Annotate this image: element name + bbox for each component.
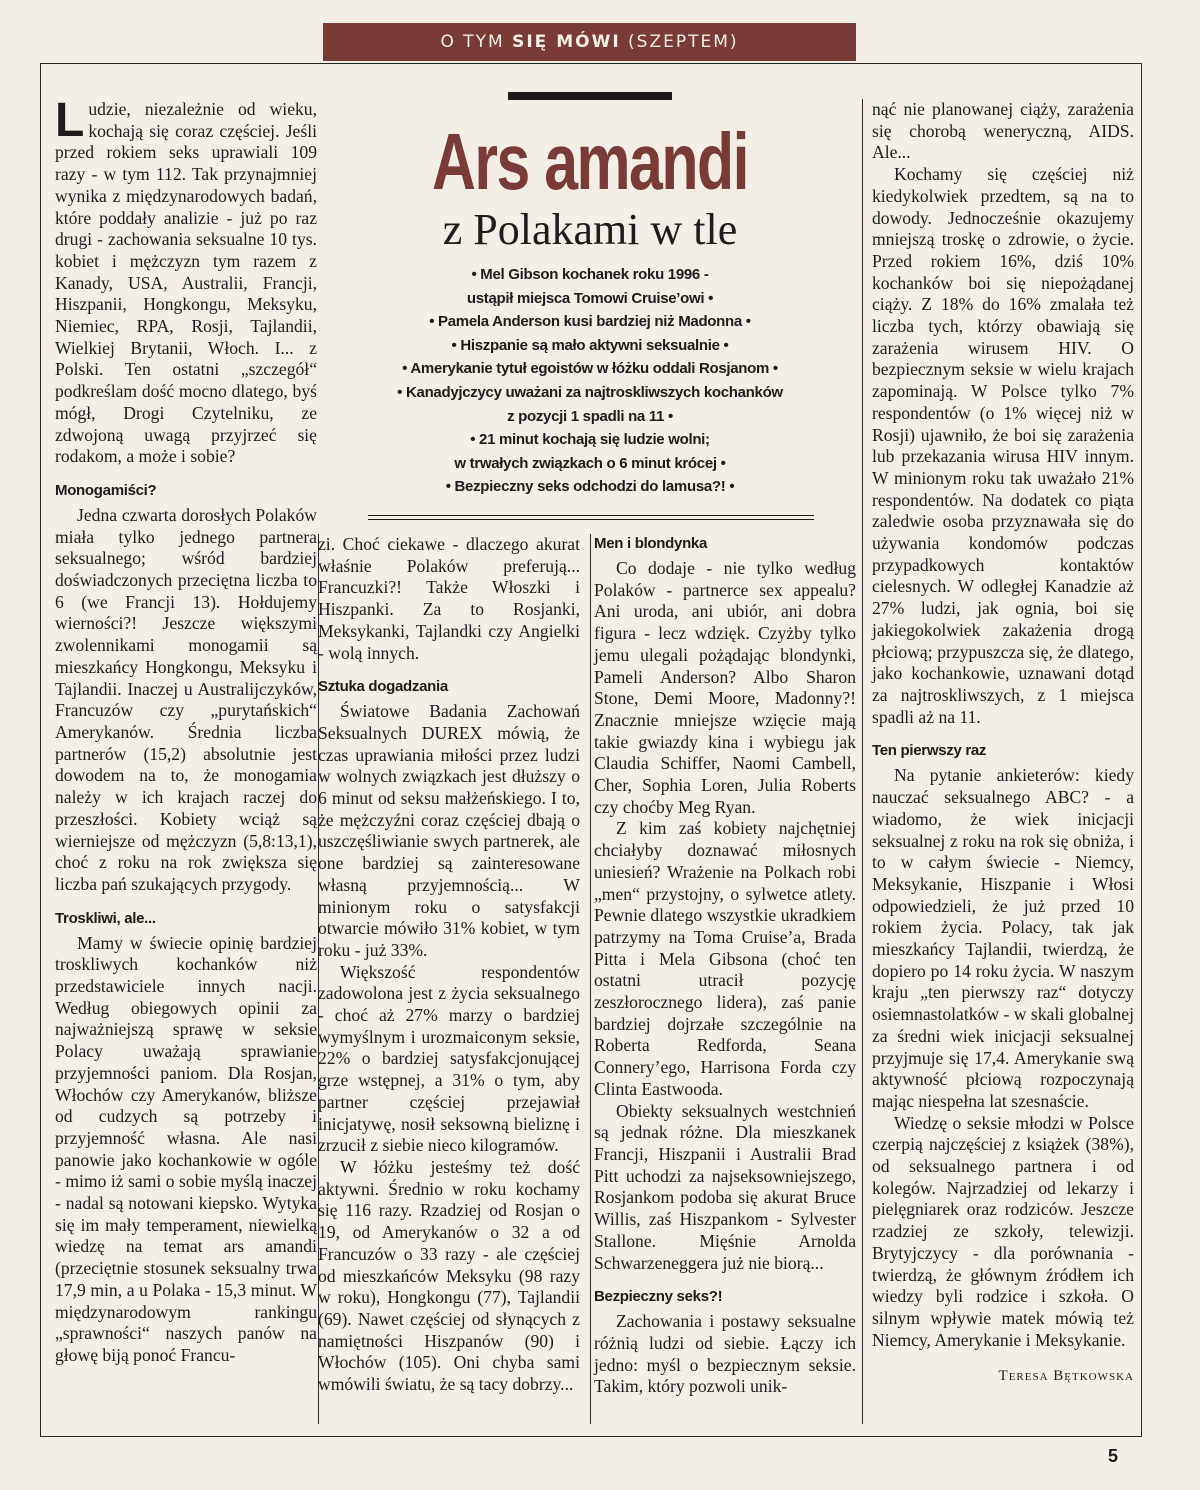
paragraph: Światowe Badania Zachowań Seksualnych DUREX mówią, że czas uprawiania miłości przez ludzi w wolnych związkach jest dłuższy o 6 minut od seksu małżeńskiego. I to, że mężczyźni coraz częściej dbają o uszczęśliwianie swych partnerek, ale one bardziej są zainteresowane własną przyjemnością... W minionym roku o satysfakcji otwarcie mówiło 31% kobiet, w tym roku - już 33%. (318, 701, 580, 960)
subheading-ten-pierwszy-raz: Ten pierwszy raz (872, 742, 987, 760)
title-rule (508, 92, 672, 100)
paragraph: zi. Choć ciekawe - dlaczego akurat właśnie Polaków preferują... Francuzki?! Także Włoszki i Hiszpanki. Za to Rosjanki, Meksykanki, Tajlandki czy Angielki - wolą innych. (318, 534, 580, 663)
lead-bullet-line: z pozycji 1 spadli na 11 • (507, 407, 673, 425)
paragraph: Co dodaje - nie tylko według Polaków - partnerce sex appealu? Ani uroda, ani ubiór, ani dobra figura - lecz wdzięk. Czyżby tylko jemu ulegali pożądając blondynki, Pameli Anderson? Albo Sharon Stone, Demi Moore, Madonny?! Znacznie mniejsze wzięcie mają takie gwiazdy kina i wybiegu jak Claudia Schiffer, Naomi Cambell, Cher, Sophia Loren, Julia Roberts czy choćby Meg Ryan. (594, 558, 856, 817)
column-divider (590, 534, 591, 1424)
lead-bullet-line: • Kanadyjczycy uważani za najtroskliwszych kochanków (397, 383, 783, 401)
section-header-pre: O TYM (440, 32, 505, 52)
page-number: 5 (1108, 1446, 1119, 1466)
lead-bullet-line: w trwałych związkach o 6 minut krócej • (454, 454, 726, 472)
article-subtitle: z Polakami w tle (442, 205, 738, 254)
intro-paragraph (55, 94, 317, 468)
paragraph: Większość respondentów zadowolona jest z życia seksualnego - choć aż 27% marzy o bardziej wymyślnym i urozmaiconym seksie, 22% o bardziej satysfakcjonującej grze wstępnej, a 31% o tym, aby partner częściej przejawiał inicjatywę, nosił seksowną bieliznę i zrzucił z siebie nieco kilogramów. (318, 961, 580, 1156)
paragraph: W łóżku jesteśmy też dość aktywni. Średnio w roku kochamy się 116 razy. Rzadziej od Rosjan o 19, od Amerykanów o 32 a od Francuzów o 33 razy - ale częściej od mieszkańców Meksyku (98 razy w roku), Hongkongu (77), Tajlandii (69). Nawet częściej od słynących z namiętności Hiszpanów (90) i Włochów (105). Oni chyba sami wmówili światu, że są tacy dobrzy... (318, 1156, 580, 1395)
section-header-bold: SIĘ MÓWI (512, 32, 621, 52)
paragraph: Kochamy się częściej niż kiedykolwiek przedtem, są na to dowody. Jednocześnie okazujemy mniejszą troskę o zdrowie, o życie. Przed rokiem 16%, dziś 10% kochanków boi się niepożądanej ciąży. Z 18% do 16% zmalała też liczba tych, którzy obawiają się zarażenia wirusem HIV. O bezpiecznym seksie w wielu krajach zapominają. W Polsce tylko 7% respondentów (o 1% więcej niż w Rosji) ujawniło, że boi się zarażenia lub przekazania wirusa HIV innym. W minionym roku tak uważało 21% respondentów. Na dodatek co piąta zaledwie osoba przyznawała się do używania kondomów podczas przypadkowych kontaktów cielesnych. W odległej Kanadzie aż 27% ludzi, jak ognia, boi się jakiegokolwiek zakażenia drogą płciową; przypuszcza się, że dlatego, jako kochankowie, uznawani dotąd za najtroskliwszych, z 1 miejsca spadli aż na 11. (872, 164, 1134, 727)
paragraph: Zachowania i postawy seksualne różnią ludzi od siebie. Łączy ich jedno: myśl o bezpiecznym seksie. Takim, który pozwoli unik- (594, 1311, 856, 1397)
lead-bullet-line: • Bezpieczny seks odchodzi do lamusa?! • (445, 478, 735, 496)
lead-bullet-line: • Mel Gibson kochanek roku 1996 - (471, 266, 709, 283)
subheading-troskliwi: Troskliwi, ale... (55, 909, 156, 927)
lead-bullet-line: • Amerykanie tytuł egoistów w łóżku oddali Rosjanom • (402, 360, 778, 378)
section-header (323, 23, 856, 61)
column-1 (55, 94, 317, 1367)
lead-double-rule (368, 515, 814, 520)
paragraph: Obiekty seksualnych westchnień są jednak różne. Dla mieszkanek Francji, Hiszpanii i Australii Brad Pitt uchodzi za najseksowniejszego, Rosjankom podoba się akurat Bruce Willis, zaś Hiszpankom - Sylvester Stallone. Mięśnie Arnolda Schwarzeneggera już nie biorą... (594, 1100, 856, 1273)
intro-text: udzie, niezależnie od wieku, kochają się coraz częściej. Jeśli przed rokiem seks uprawiali 109 razy - w tym 112. Tak przynajmniej wynika z międzynarodowych badań, które poddały analizie - już po raz drugi - zachowania seksualne 10 tys. kobiet i mężczyzn tym razem z Kanady, USA, Australii, Francji, Hiszpanii, Hongkongu, Meksyku, Niemiec, RPA, Rosji, Tajlandii, Wielkiej Brytanii, Włoch. I... z Polski. Ten ostatni „szczegół“ podkreślam dość mocno dlatego, byś mógł, Drogi Czytelniku, ze zdwojoną uwagą przyjrzeć się rodakom, a może i sobie? (55, 99, 317, 467)
paragraph: Wiedzę o seksie młodzi w Polsce czerpią najczęściej z książek (38%), od seksualnego partnera i od kolegów. Najrzadziej od lekarzy i pielęgniarek oraz rodziców. Jeszcze rzadziej ze szkoły, telewizji. Brytyjczycy - dla porównania - twierdzą, że głównym źródłem ich wiedzy byli rodzice i szkoła. O silnym wpływie matek mówią też Niemcy, Amerykanie i Meksykanie. (872, 1112, 1134, 1350)
subheading-sztuka-dogadzania: Sztuka dogadzania (318, 678, 448, 696)
subheading-bezpieczny-seks: Bezpieczny seks?! (594, 1288, 723, 1306)
paragraph: Na pytanie ankieterów: kiedy nauczać seksualnego ABC? - a wiadomo, że wiek inicjacji seksualnej z roku na rok się obniża, i to w całym świecie - Niemcy, Meksykanie, Hiszpanie i Włosi odpowiedzieli, że już przed 10 rokiem życia. Polacy, tak jak mieszkańcy Tajlandii, twierdzą, że dopiero po 14 roku życia. W naszym kraju „ten pierwszy raz“ dotyczy osiemnastolatków - w skali globalnej za średni wiek inicjacji seksualnej przyjmuje się 17,4. Amerykanie swą aktywność płciową rozpoczynają mając niespełna lat szesnaście. (872, 765, 1134, 1111)
paragraph: Z kim zaś kobiety najchętniej chciałyby doznawać miłosnych uniesień? Wrażenie na Polkach robi „men“ przystojny, o sylwetce atlety. Pewnie dlatego wszystkie ukradkiem patrzymy na Toma Cruise’a, Brada Pitta i Mela Gibsona (choć ten ostatni utracił pozycję zeszłorocznego lidera), zaś panie bardziej dojrzałe szczególnie na Roberta Redforda, Seana Connery’ego, Harrisona Forda czy Clinta Eastwooda. (594, 818, 856, 1099)
paragraph: Jedna czwarta dorosłych Polaków miała tylko jednego partnera seksualnego; wśród bardziej doświadczonych przeciętna liczba to 6 (we Francji 13). Hołdujemy wierności?! Jeszcze większymi zwolennikami monogamii są mieszkańcy Hongkongu, Meksyku i Tajlandii. Inaczej u Australijczyków, Francuzów czy „purytańskich“ Amerykanów. Średnia liczba partnerów (15,2) absolutnie jest dowodem na to, że monogamia należy w ich krajach raczej do przeszłości. Kobiety wciąż są wierniejsze od mężczyzn (5,8:13,1), choć z roku na rok zwiększa się liczba pań szukających przygody. (55, 504, 317, 894)
drop-cap: L (55, 94, 85, 147)
author-signature: Teresa Bętkowska (998, 1368, 1134, 1385)
paragraph: nąć nie planowanej ciąży, zarażenia się chorobą weneryczną, AIDS. Ale... (872, 99, 1134, 163)
column-4 (872, 99, 1134, 1388)
lead-bullet-line: ustąpił miejsca Tomowi Cruise’owi • (466, 289, 714, 307)
lead-bullets (340, 263, 840, 499)
section-header-post: (SZEPTEM) (628, 32, 739, 52)
subheading-monogamisci: Monogamiści? (55, 481, 157, 499)
subheading-men-i-blondynka: Men i blondynka (594, 535, 708, 552)
column-3 (594, 534, 856, 1398)
paragraph: Mamy w świecie opinię bardziej troskliwych kochanków niż przedstawiciele innych nacji. Według obiegowych opinii za najważniejszą sprawę w seksie Polacy uważają sprawianie przyjemności paniom. Dla Rosjan, Włochów czy Amerykanów, bliższe od cudzych są potrzeby i przyjemność własna. Ale nasi panowie jako kochankowie w ogóle - mimo iż sami o sobie myślą inaczej - nadal są notowani kiepsko. Wytyka się im mały temperament, niewielką wiedzę na temat ars amandi (przeciętnie stosunek seksualny trwa 17,9 min, a u Polaka - 15,3 minut. W międzynarodowym rankingu „sprawności“ naszych panów na głowę biją ponoć Francu- (55, 932, 317, 1365)
lead-bullet-line: • 21 minut kochają się ludzie wolni; (470, 431, 710, 449)
column-divider (862, 99, 863, 1424)
column-2 (318, 534, 580, 1396)
article-title: Ars amandi (432, 117, 748, 206)
lead-bullet-line: • Pamela Anderson kusi bardziej niż Madonna • (429, 313, 751, 331)
lead-bullet-line: • Hiszpanie są mało aktywni seksualnie • (451, 336, 729, 354)
